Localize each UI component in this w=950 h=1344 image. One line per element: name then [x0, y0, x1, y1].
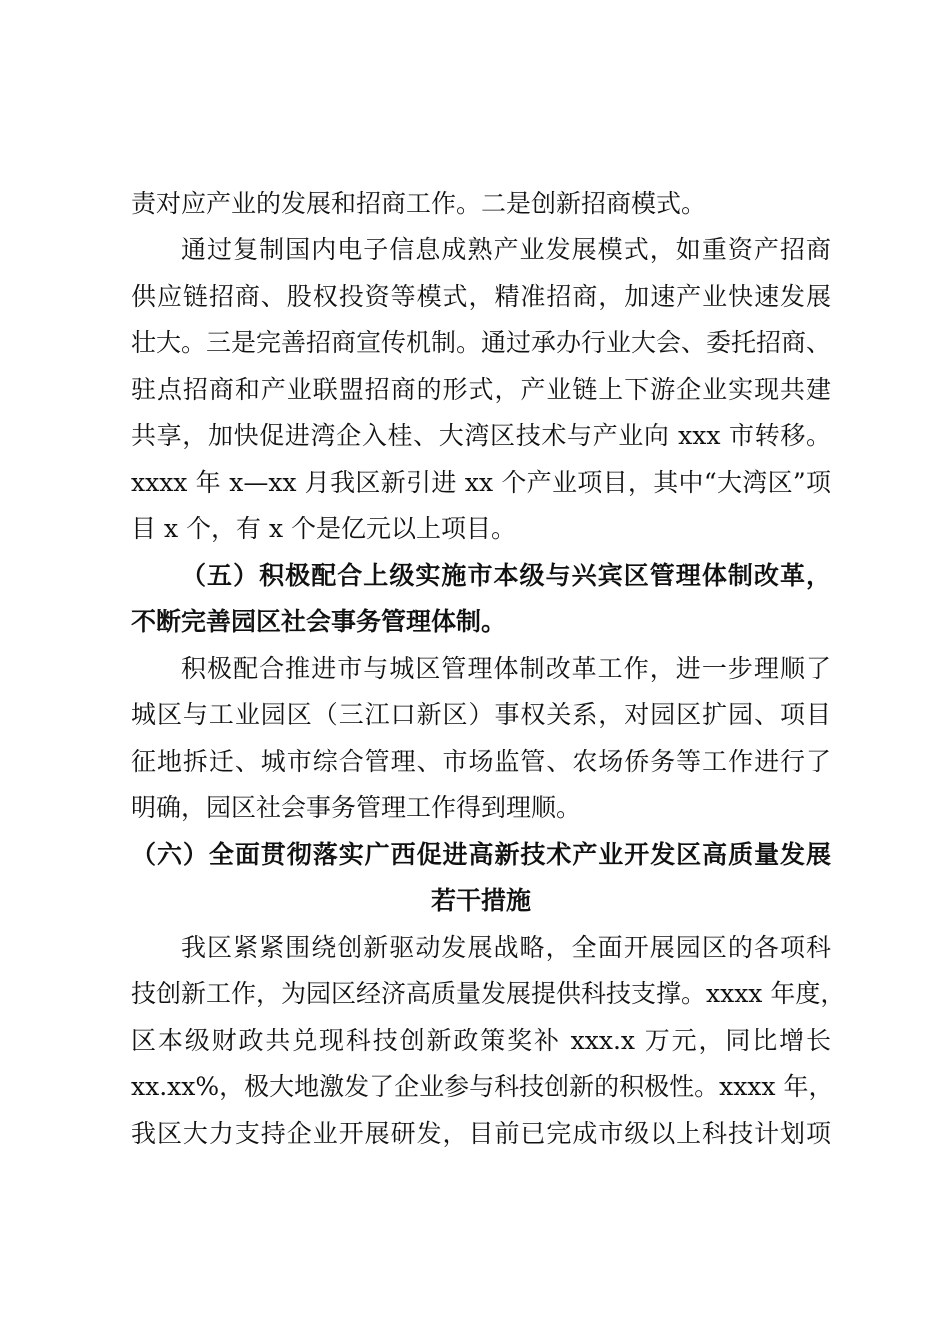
section-heading-6-cont: 若干措施 — [430, 886, 531, 915]
paragraph-line: 通过复制国内电子信息成熟产业发展模式，如重资产招商 — [181, 235, 831, 264]
paragraph-line: 区本级财政共兑现科技创新政策奖补 xxx.x 万元，同比增长 — [131, 1026, 831, 1055]
paragraph-line: 壮大。三是完善招商宣传机制。通过承办行业大会、委托招商、 — [131, 328, 832, 357]
section-heading-5-cont: 不断完善园区社会事务管理体制。 — [131, 607, 507, 636]
paragraph-line: 我区紧紧围绕创新驱动发展战略，全面开展园区的各项科 — [181, 933, 831, 962]
paragraph-line: 驻点招商和产业联盟招商的形式，产业链上下游企业实现共建 — [131, 375, 831, 404]
paragraph-line: 积极配合推进市与城区管理体制改革工作，进一步理顺了 — [181, 654, 831, 683]
paragraph-line: 我区大力支持企业开展研发，目前已完成市级以上科技计划项 — [131, 1119, 831, 1148]
paragraph-line: 目 x 个，有 x 个是亿元以上项目。 — [131, 514, 516, 543]
paragraph-line: 供应链招商、股权投资等模式，精准招商，加速产业快速发展 — [131, 282, 831, 311]
paragraph-line: 责对应产业的发展和招商工作。二是创新招商模式。 — [131, 189, 707, 218]
paragraph-line: 城区与工业园区（三江口新区）事权关系，对园区扩园、项目 — [131, 700, 831, 729]
paragraph-line: xxxx 年 x—xx 月我区新引进 xx 个产业项目，其中“大湾区”项 — [131, 468, 831, 497]
paragraph-line: 共享，加快促进湾企入桂、大湾区技术与产业向 xxx 市转移。 — [131, 421, 831, 450]
paragraph-line: xx.xx%，极大地激发了企业参与科技创新的积极性。xxxx 年， — [131, 1072, 834, 1101]
paragraph-line: 技创新工作，为园区经济高质量发展提供科技支撑。xxxx 年度， — [131, 979, 846, 1008]
paragraph-line: 征地拆迁、城市综合管理、市场监管、农场侨务等工作进行了 — [131, 747, 831, 776]
section-heading-5: （五）积极配合上级实施市本级与兴宾区管理体制改革， — [181, 561, 831, 590]
section-heading-6: （六）全面贯彻落实广西促进高新技术产业开发区高质量发展 — [131, 840, 831, 869]
paragraph-line: 明确，园区社会事务管理工作得到理顺。 — [131, 793, 582, 822]
